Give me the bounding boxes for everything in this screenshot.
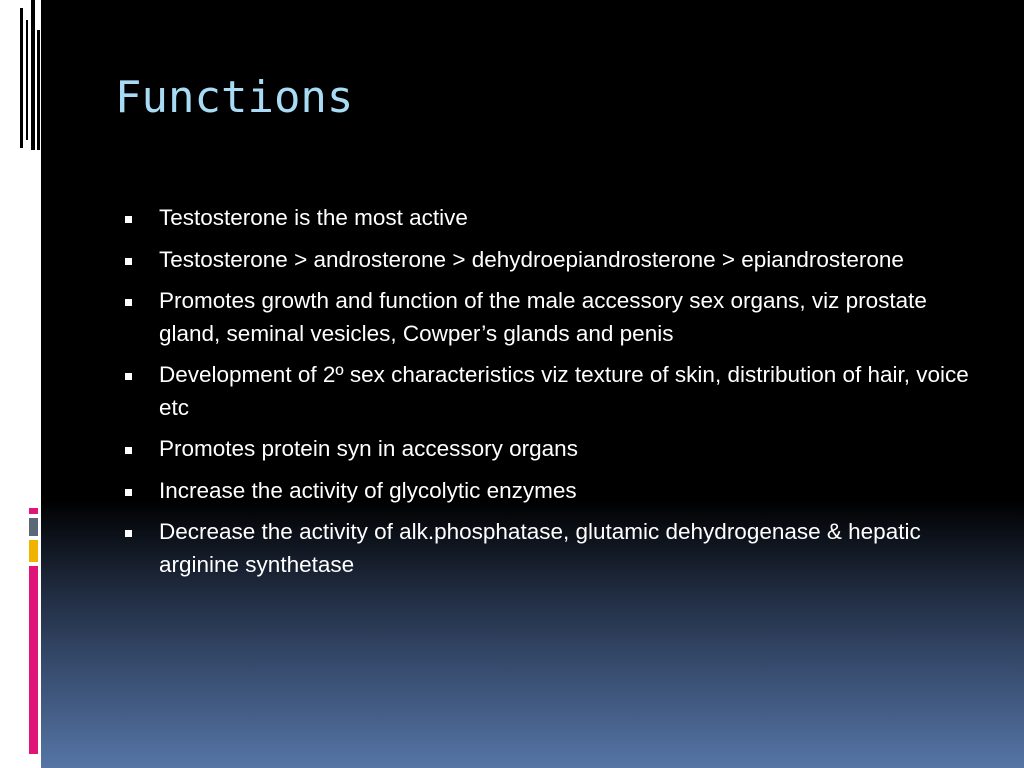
bullet-text: Increase the activity of glycolytic enzymes (159, 477, 577, 503)
bullet-text: Testosterone > androsterone > dehydroepiandrosterone > epiandrosterone (159, 246, 904, 272)
accent-bar-amber (29, 540, 38, 562)
bullet-item (120, 202, 980, 235)
square-bullet-icon (125, 373, 132, 380)
bullet-item (120, 516, 980, 581)
square-bullet-icon (125, 530, 132, 537)
bullet-item (120, 285, 980, 350)
bullet-list (120, 202, 980, 590)
square-bullet-icon (125, 299, 132, 306)
bullet-text: Development of 2º sex characteristics viz texture of skin, distribution of hair, voice etc (159, 362, 969, 420)
square-bullet-icon (125, 489, 132, 496)
accent-bar-pink (29, 566, 38, 754)
bullet-item (120, 433, 980, 466)
slide-title: Functions (115, 72, 354, 123)
square-bullet-icon (125, 216, 132, 223)
vertical-bars-decoration (0, 0, 40, 200)
accent-bar-pink-top (29, 508, 38, 514)
square-bullet-icon (125, 258, 132, 265)
square-bullet-icon (125, 447, 132, 454)
bullet-item (120, 244, 980, 277)
bullet-text: Testosterone is the most active (159, 205, 468, 230)
bullet-text: Promotes protein syn in accessory organs (159, 436, 578, 461)
left-decorative-strip (0, 0, 41, 768)
bullet-text: Decrease the activity of alk.phosphatase, glutamic dehydrogenase & hepatic arginine synthetase (159, 519, 921, 577)
bullet-item (120, 475, 980, 508)
bullet-item (120, 359, 980, 424)
accent-bar-gray (29, 518, 38, 536)
bullet-text: Promotes growth and function of the male accessory sex organs, viz prostate gland, seminal vesicles, Cowper’s glands and penis (159, 288, 927, 346)
